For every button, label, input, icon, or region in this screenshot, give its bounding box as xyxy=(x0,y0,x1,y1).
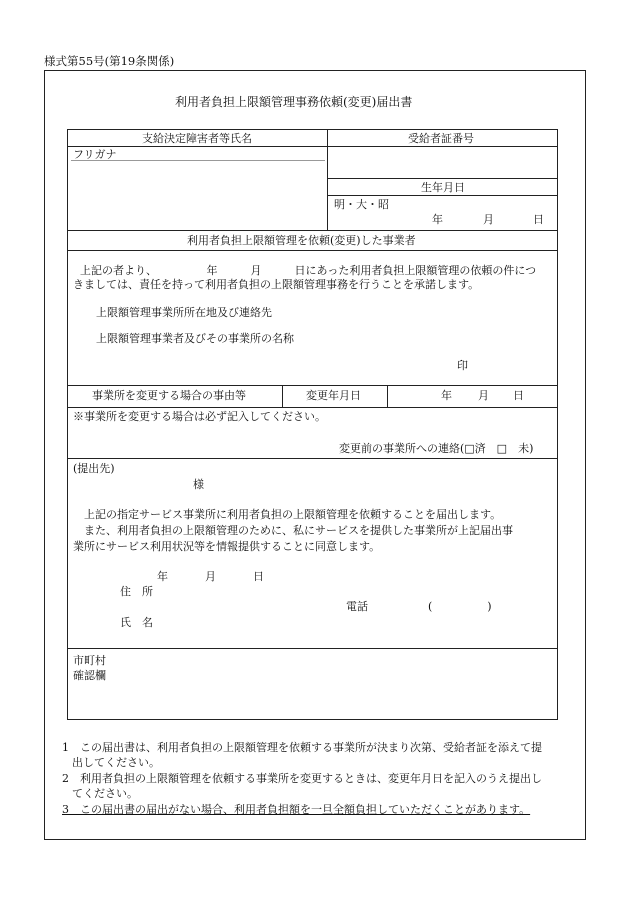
note-1-line2: 出してください。 xyxy=(72,756,160,769)
change-vdivider-1 xyxy=(282,385,283,407)
provider-title-line xyxy=(67,250,558,251)
note-2-line2: てください。 xyxy=(72,787,138,800)
change-date-label: 変更年月日 xyxy=(306,389,361,402)
municipality-top-line xyxy=(67,648,558,649)
applicant-phone-label: 電話 xyxy=(346,600,368,613)
form-number: 様式第55号(第19条関係) xyxy=(44,54,175,68)
change-year: 年 xyxy=(441,389,452,402)
change-day: 日 xyxy=(513,389,524,402)
note-1-line1: 1 この届出書は、利用者負担の上限額管理を依頼する事業所が決まり次第、受給者証を添えて提 xyxy=(62,741,542,754)
submission-to-label: (提出先) xyxy=(73,462,115,475)
birthdate-label-line xyxy=(327,195,558,196)
seal-mark: 印 xyxy=(457,359,468,372)
submission-day: 日 xyxy=(253,570,264,583)
submission-body-line3: 業所にサービス利用状況等を情報提供することに同意します。 xyxy=(73,540,381,553)
birthdate-top-line xyxy=(327,178,558,179)
provider-consent-line2: きましては、責任を持って利用者負担の上限額管理事務を行うことを承諾します。 xyxy=(73,278,480,291)
header-row-line xyxy=(67,146,558,147)
recipient-cert-label: 受給者証番号 xyxy=(408,132,474,145)
change-contact-label: 変更前の事業所への連絡(□済 □ 未) xyxy=(339,442,534,455)
provider-consent-line1: 上記の者より、 年 月 日にあった利用者負担上限額管理の依頼の件につ xyxy=(80,264,537,277)
page-title: 利用者負担上限額管理事務依頼(変更)届出書 xyxy=(175,95,413,109)
header-bottom-line xyxy=(67,230,558,231)
change-row-top-line xyxy=(67,385,558,386)
furigana-label: フリガナ xyxy=(73,148,117,161)
change-section-bottom-line xyxy=(67,458,558,459)
note-3: 3 この届出書の届出がない場合、利用者負担額を一旦全額負担していただくことがあります。 xyxy=(62,803,531,816)
birth-day: 日 xyxy=(533,213,544,226)
applicant-phone-paren: ( ) xyxy=(428,600,492,613)
change-note: ※事業所を変更する場合は必ず記入してください。 xyxy=(73,410,326,423)
applicant-address-label: 住 所 xyxy=(120,585,153,598)
submission-year: 年 xyxy=(157,570,168,583)
provider-address-label: 上限額管理事業所所在地及び連絡先 xyxy=(96,306,272,319)
recipient-name-label: 支給決定障害者等氏名 xyxy=(142,132,252,145)
change-month: 月 xyxy=(478,389,489,402)
birth-year: 年 xyxy=(432,213,443,226)
note-2-line1: 2 利用者負担の上限額管理を依頼する事業所を変更するときは、変更年月日を記入のうえ提出し xyxy=(62,772,542,785)
submission-month: 月 xyxy=(205,570,216,583)
provider-name-label: 上限額管理事業者及びその事業所の名称 xyxy=(96,332,294,345)
submission-body-line1: 上記の指定サービス事業所に利用者負担の上限額管理を依頼することを届出します。 xyxy=(84,508,502,521)
municipality-label-2: 確認欄 xyxy=(73,669,106,682)
municipality-label-1: 市町村 xyxy=(73,654,106,667)
submission-honorific: 様 xyxy=(193,478,204,491)
header-vdivider xyxy=(327,129,328,230)
change-vdivider-2 xyxy=(387,385,388,407)
birth-month: 月 xyxy=(483,213,494,226)
provider-section-title: 利用者負担上限額管理を依頼(変更)した事業者 xyxy=(187,234,416,247)
birthdate-label: 生年月日 xyxy=(421,181,465,194)
change-row-bottom-line xyxy=(67,407,558,408)
change-reason-label: 事業所を変更する場合の事由等 xyxy=(92,389,246,402)
applicant-name-label: 氏 名 xyxy=(120,616,153,629)
submission-body-line2: また、利用者負担の上限額管理のために、私にサービスを提供した事業所が上記届出事 xyxy=(84,524,513,537)
era-options: 明・大・昭 xyxy=(334,198,389,211)
